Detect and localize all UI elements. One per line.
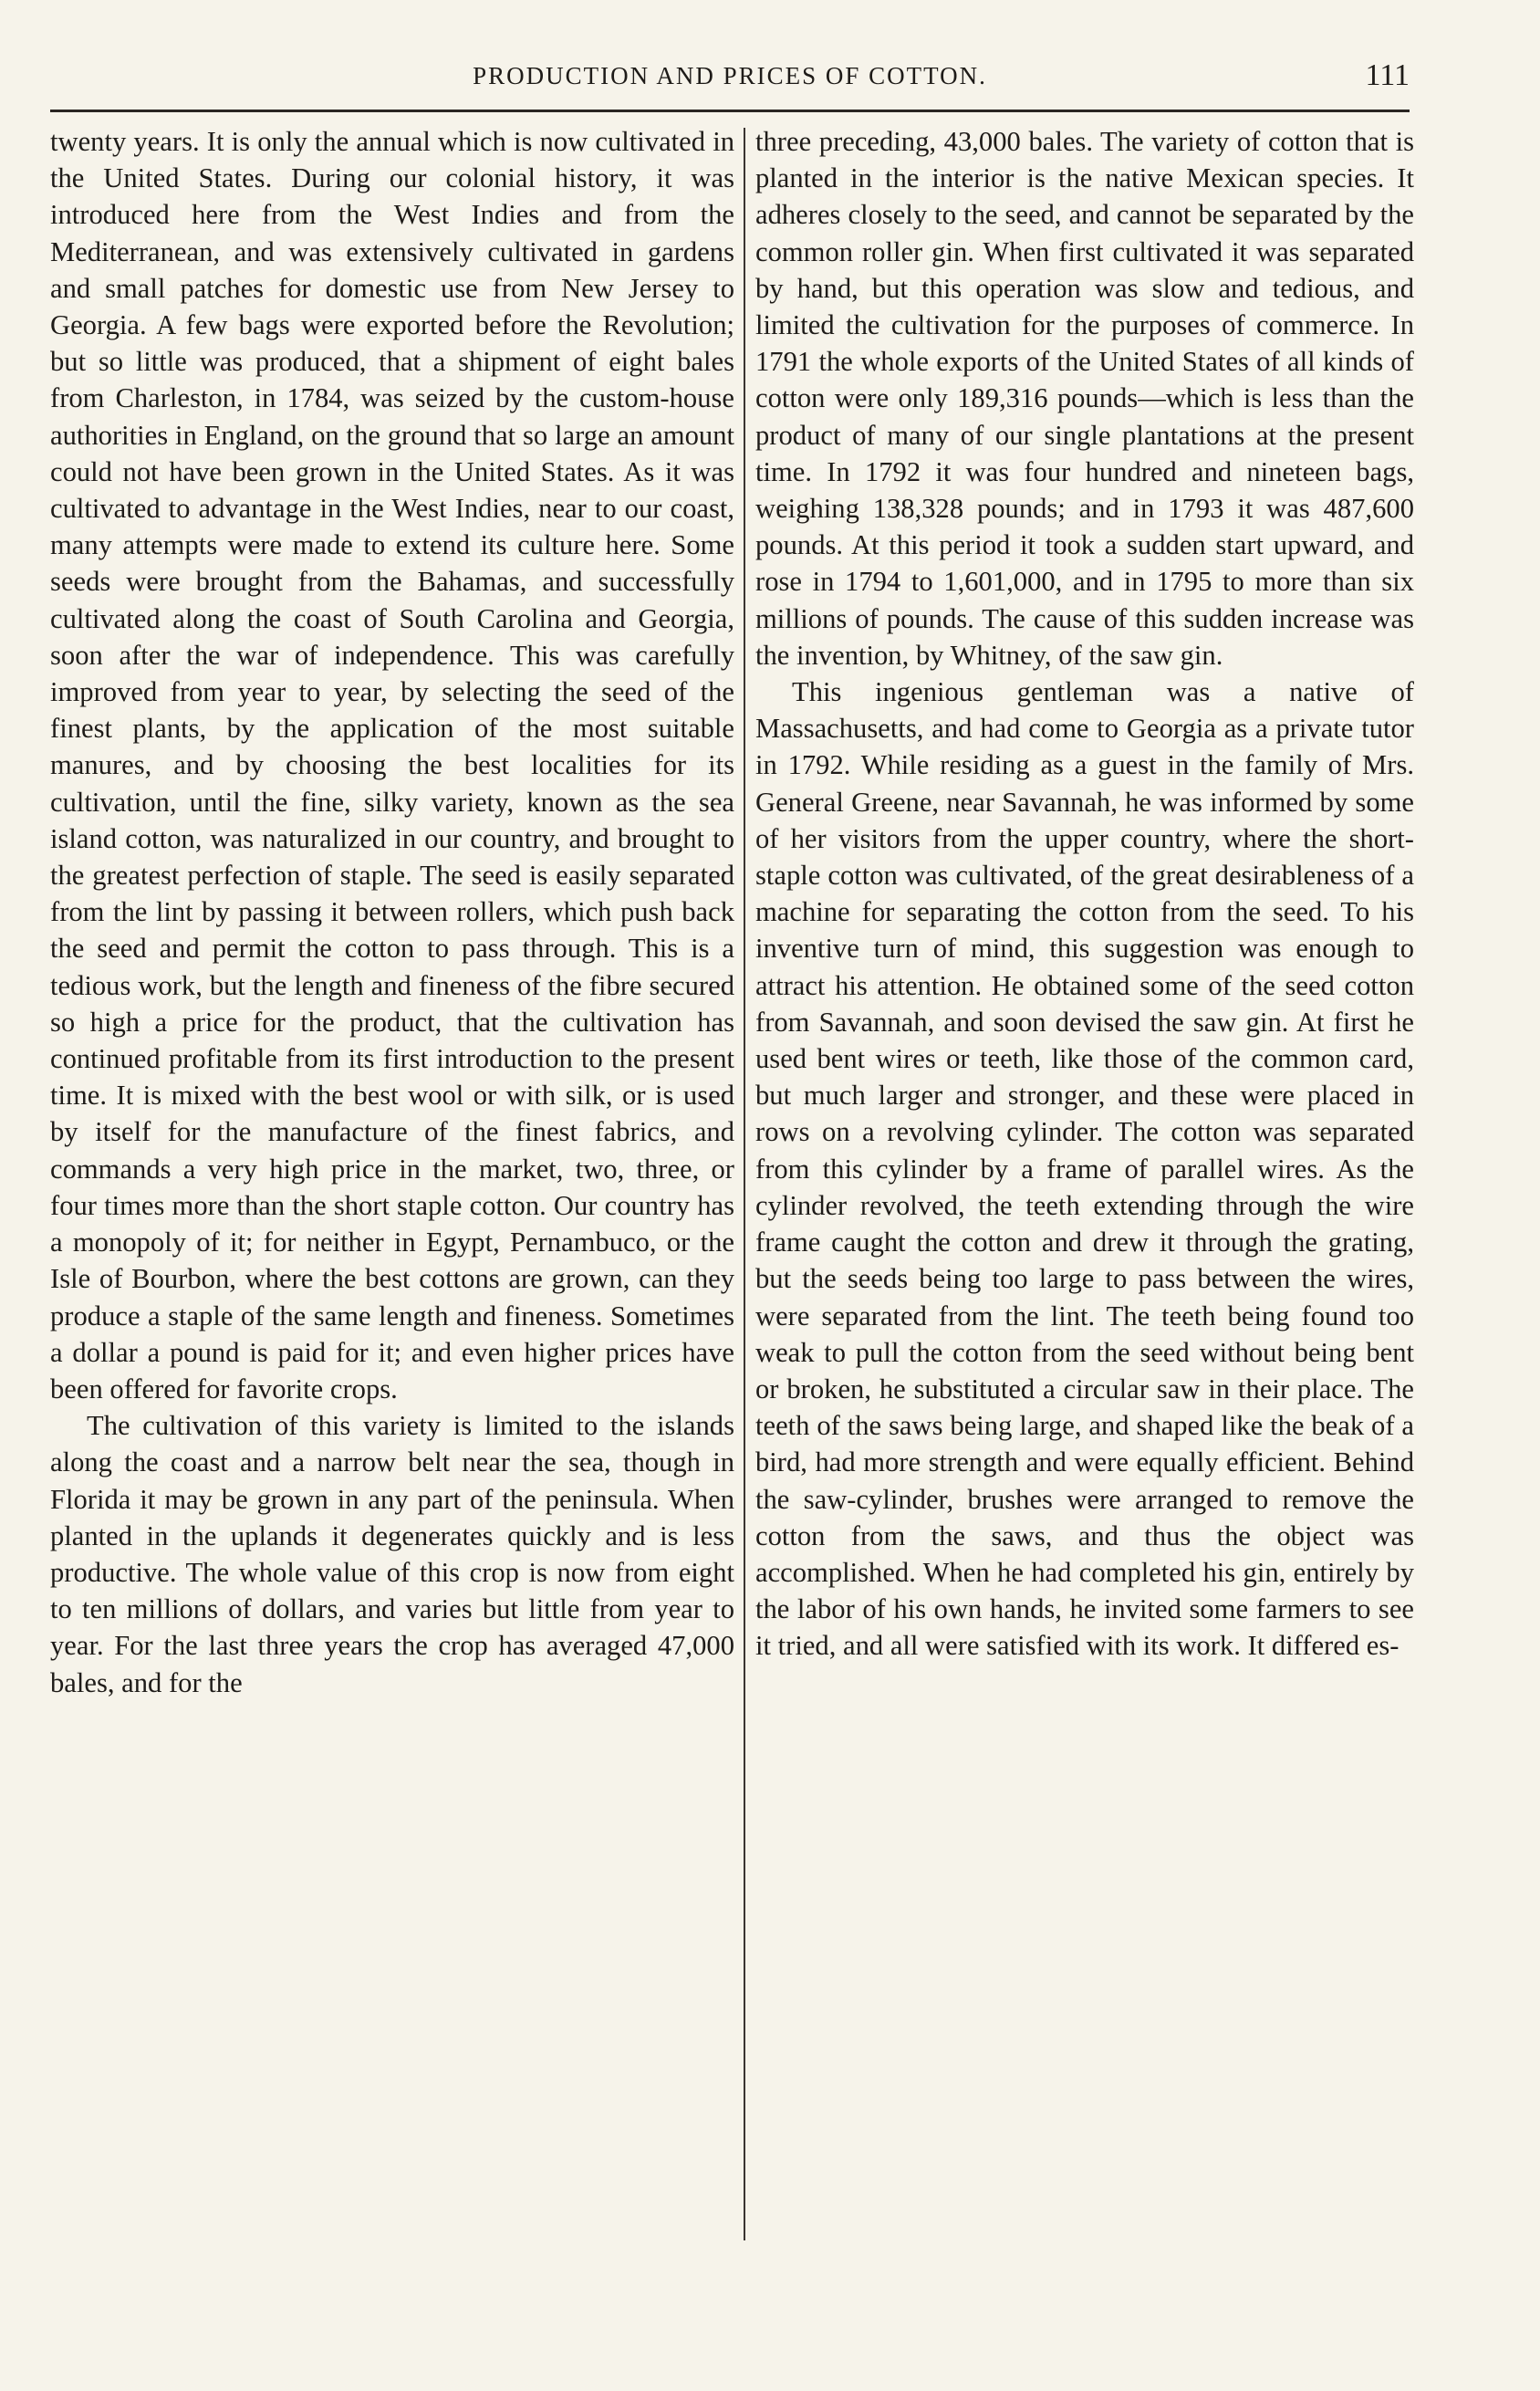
page-header bbox=[50, 55, 1410, 100]
column-divider bbox=[744, 128, 745, 2240]
right-column bbox=[755, 123, 1414, 1665]
paragraph: This ingenious gentleman was a native of Massachusetts, and had come to Georgia as a private tutor in 1792. While residing as a guest in the family of Mrs. General Greene, near Savannah, he was informed by some of her visitors from the upper country, where the short-staple cotton was cultivated, of the great desirableness of a machine for separating the cotton from the seed. To his inventive turn of mind, this suggestion was enough to attract his attention. He obtained some of the seed cotton from Savannah, and soon devised the saw gin. At first he used bent wires or teeth, like those of the common card, but much larger and stronger, and these were placed in rows on a revolving cylinder. The cotton was separated from this cylinder by a frame of parallel wires. As the cylinder revolved, the teeth extending through the wire frame caught the cotton and drew it through the grating, but the seeds being too large to pass between the wires, were separated from the lint. The teeth being found too weak to pull the cotton from the seed without being bent or broken, he substituted a circular saw in their place. The teeth of the saws being large, and shaped like the beak of a bird, had more strength and were equally efficient. Behind the saw-cylinder, brushes were arranged to remove the cotton from the saws, and thus the object was accomplished. When he had completed his gin, entirely by the labor of his own hands, he invited some farmers to see it tried, and all were satisfied with its work. It differed es- bbox=[755, 676, 1414, 1662]
page-number: 111 bbox=[1365, 58, 1410, 92]
paragraph: twenty years. It is only the annual which is now cultivated in the United States. During our colonial history, it was introduced here from the West Indies and from the Mediterranean, and was extensively cultivated in gardens and small patches for domestic use from New Jersey to Georgia. A few bags were exported before the Revolution; but so little was produced, that a shipment of eight bales from Charleston, in 1784, was seized by the custom-house authorities in England, on the ground that so large an amount could not have been grown in the United States. As it was cultivated to advantage in the West Indies, near to our coast, many attempts were made to extend its culture here. Some seeds were brought from the Bahamas, and successfully cultivated along the coast of South Carolina and Georgia, soon after the war of independence. This was carefully improved from year to year, by selecting the seed of the finest plants, by the application of the most suitable manures, and by choosing the best localities for its cultivation, until the fine, silky variety, known as the sea island cotton, was naturalized in our country, and brought to the greatest perfection of staple. The seed is easily separated from the lint by passing it between rollers, which push back the seed and permit the cotton to pass through. This is a tedious work, but the length and fineness of the fibre secured so high a price for the product, that the cultivation has continued profitable from its first introduction to the present time. It is mixed with the best wool or with silk, or is used by itself for the manufacture of the finest fabrics, and commands a very high price in the market, two, three, or four times more than the short staple cotton. Our country has a monopoly of it; for neither in Egypt, Pernambuco, or the Isle of Bourbon, where the best cottons are grown, can they produce a staple of the same length and fineness. Sometimes a dollar a pound is paid for it; and even higher prices have been offered for favorite crops. bbox=[50, 126, 734, 1404]
left-column bbox=[50, 123, 734, 1701]
paragraph: three preceding, 43,000 bales. The variety of cotton that is planted in the interior is the native Mexican species. It adheres closely to the seed, and cannot be separated by the common roller gin. When first cultivated it was separated by hand, but this operation was slow and tedious, and limited the cultivation for the purposes of commerce. In 1791 the whole exports of the United States of all kinds of cotton were only 189,316 pounds—which is less than the product of many of our single plantations at the present time. In 1792 it was four hundred and nineteen bags, weighing 138,328 pounds; and in 1793 it was 487,600 pounds. At this period it took a sudden start upward, and rose in 1794 to 1,601,000, and in 1795 to more than six millions of pounds. The cause of this sudden increase was the invention, by Whitney, of the saw gin. bbox=[755, 126, 1414, 671]
header-rule bbox=[50, 110, 1410, 112]
paragraph: The cultivation of this variety is limited to the islands along the coast and a narrow belt near the sea, though in Florida it may be grown in any part of the peninsula. When planted in the uplands it degenerates quickly and is less productive. The whole value of this crop is now from eight to ten millions of dollars, and varies but little from year to year. For the last three years the crop has averaged 47,000 bales, and for the bbox=[50, 1410, 734, 1698]
running-title: PRODUCTION AND PRICES OF COTTON. bbox=[473, 62, 987, 89]
